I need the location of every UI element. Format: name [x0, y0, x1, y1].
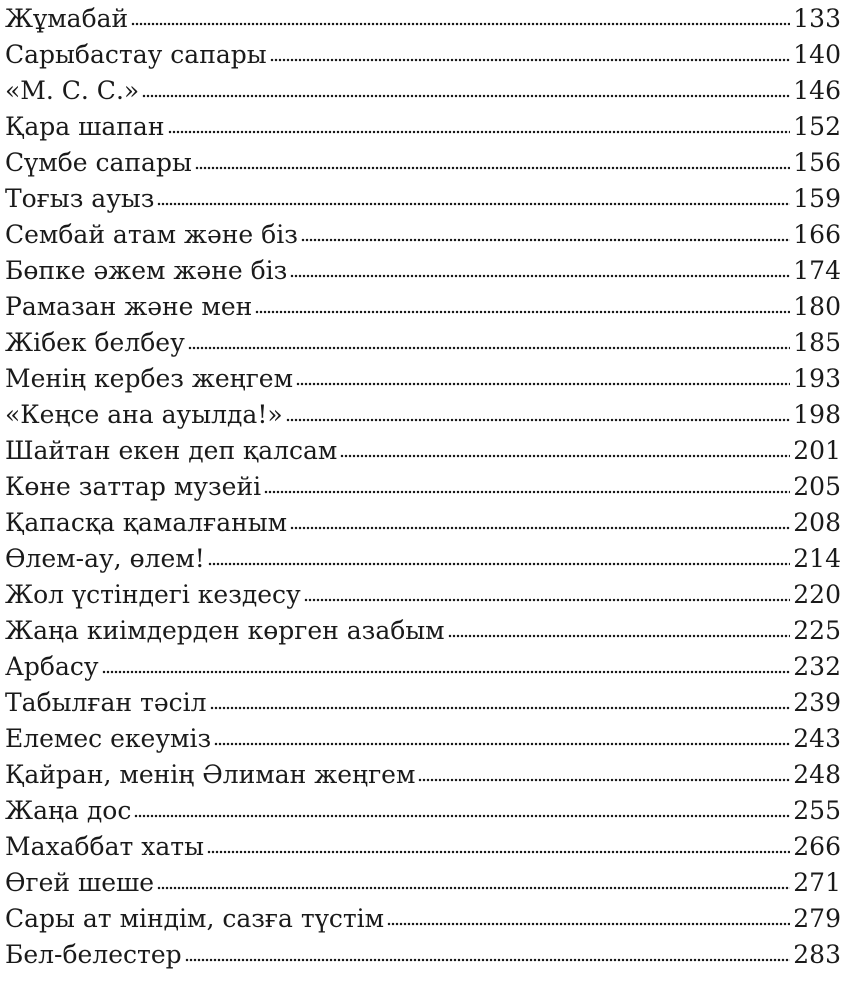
toc-entry[interactable]: [5, 37, 841, 73]
dot-leader: [296, 381, 790, 387]
toc-entry[interactable]: [5, 433, 841, 469]
dot-leader: [301, 237, 790, 243]
toc-entry[interactable]: [5, 109, 841, 145]
entry-title: Жұмабай: [5, 4, 129, 33]
toc-entry[interactable]: [5, 721, 841, 757]
toc-entry[interactable]: [5, 865, 841, 901]
dot-leader: [264, 489, 790, 495]
toc-entry[interactable]: [5, 937, 841, 973]
entry-page-number: 193: [793, 364, 841, 393]
dot-leader: [157, 201, 790, 207]
dot-leader: [102, 669, 791, 675]
entry-title: Сүмбе сапары: [5, 148, 192, 177]
toc-entry[interactable]: [5, 181, 841, 217]
entry-page-number: 214: [793, 544, 841, 573]
entry-page-number: 166: [793, 220, 841, 249]
entry-title: Сары ат міндім, сазға түстім: [5, 904, 385, 933]
entry-page-number: 152: [793, 112, 841, 141]
dot-leader: [340, 453, 790, 459]
entry-title: Шайтан екен деп қалсам: [5, 436, 338, 465]
entry-page-number: 146: [793, 76, 841, 105]
entry-page-number: 232: [793, 652, 841, 681]
entry-title: Қайран, менің Әлиман жеңгем: [5, 760, 416, 789]
entry-page-number: 185: [793, 328, 841, 357]
toc-entry[interactable]: [5, 793, 841, 829]
toc-entry[interactable]: [5, 685, 841, 721]
entry-title: Тоғыз ауыз: [5, 184, 155, 213]
entry-title: Жол үстіндегі кездесу: [5, 580, 301, 609]
toc-entry[interactable]: [5, 73, 841, 109]
entry-page-number: 156: [793, 148, 841, 177]
dot-leader: [195, 165, 790, 171]
toc-entry[interactable]: [5, 829, 841, 865]
toc-entry[interactable]: [5, 145, 841, 181]
entry-title: Сембай атам және біз: [5, 220, 298, 249]
dot-leader: [304, 597, 791, 603]
dot-leader: [188, 345, 790, 351]
entry-page-number: 198: [793, 400, 841, 429]
toc-entry[interactable]: [5, 325, 841, 361]
toc-entry[interactable]: [5, 253, 841, 289]
entry-title: Жібек белбеу: [5, 328, 185, 357]
entry-title: Арбасу: [5, 652, 99, 681]
toc-entry[interactable]: [5, 289, 841, 325]
toc-entry[interactable]: [5, 217, 841, 253]
entry-page-number: 133: [793, 4, 841, 33]
entry-page-number: 220: [793, 580, 841, 609]
entry-page-number: 239: [793, 688, 841, 717]
entry-title: Өлем-ау, өлем!: [5, 544, 205, 573]
entry-title: Бөпке әжем және біз: [5, 256, 288, 285]
dot-leader: [134, 813, 790, 819]
dot-leader: [131, 21, 790, 27]
entry-title: Қапасқа қамалғаным: [5, 508, 288, 537]
entry-page-number: 266: [793, 832, 841, 861]
entry-page-number: 248: [793, 760, 841, 789]
entry-title: Табылған тәсіл: [5, 688, 207, 717]
entry-page-number: 201: [793, 436, 841, 465]
toc-entry[interactable]: [5, 505, 841, 541]
entry-title: Қара шапан: [5, 112, 165, 141]
dot-leader: [207, 849, 790, 855]
entry-title: Өгей шеше: [5, 868, 155, 897]
toc-entry[interactable]: [5, 901, 841, 937]
entry-page-number: 174: [793, 256, 841, 285]
toc-entry[interactable]: [5, 757, 841, 793]
entry-page-number: 180: [793, 292, 841, 321]
entry-title: Сарыбастау сапары: [5, 40, 267, 69]
dot-leader: [448, 633, 791, 639]
dot-leader: [286, 417, 791, 423]
entry-title: Көне заттар музейі: [5, 472, 262, 501]
entry-title: «М. С. С.»: [5, 76, 140, 105]
entry-title: Жаңа киімдерден көрген азабым: [5, 616, 445, 645]
dot-leader: [255, 309, 790, 315]
dot-leader: [168, 129, 791, 135]
dot-leader: [387, 921, 790, 927]
entry-page-number: 243: [793, 724, 841, 753]
dot-leader: [290, 525, 790, 531]
entry-page-number: 225: [793, 616, 841, 645]
entry-title: Елемес екеуміз: [5, 724, 212, 753]
dot-leader: [270, 57, 791, 63]
dot-leader: [210, 705, 791, 711]
toc-entry[interactable]: [5, 577, 841, 613]
toc-entry[interactable]: [5, 613, 841, 649]
entry-page-number: 279: [793, 904, 841, 933]
entry-page-number: 205: [793, 472, 841, 501]
entry-title: Махаббат хаты: [5, 832, 205, 861]
table-of-contents: [5, 1, 841, 973]
entry-page-number: 255: [793, 796, 841, 825]
dot-leader: [208, 561, 790, 567]
toc-entry[interactable]: [5, 1, 841, 37]
dot-leader: [214, 741, 790, 747]
dot-leader: [185, 957, 791, 963]
toc-entry[interactable]: [5, 649, 841, 685]
toc-entry[interactable]: [5, 361, 841, 397]
entry-title: «Кеңсе ана ауылда!»: [5, 400, 283, 429]
entry-title: Менің кербез жеңгем: [5, 364, 294, 393]
entry-page-number: 283: [793, 940, 841, 969]
entry-page-number: 271: [793, 868, 841, 897]
dot-leader: [418, 777, 790, 783]
dot-leader: [157, 885, 790, 891]
entry-title: Рамазан және мен: [5, 292, 253, 321]
entry-page-number: 140: [793, 40, 841, 69]
entry-title: Жаңа дос: [5, 796, 132, 825]
entry-page-number: 208: [793, 508, 841, 537]
entry-title: Бел-белестер: [5, 940, 182, 969]
entry-page-number: 159: [793, 184, 841, 213]
toc-entry[interactable]: [5, 541, 841, 577]
dot-leader: [142, 93, 790, 99]
toc-entry[interactable]: [5, 397, 841, 433]
dot-leader: [290, 273, 790, 279]
toc-entry[interactable]: [5, 469, 841, 505]
